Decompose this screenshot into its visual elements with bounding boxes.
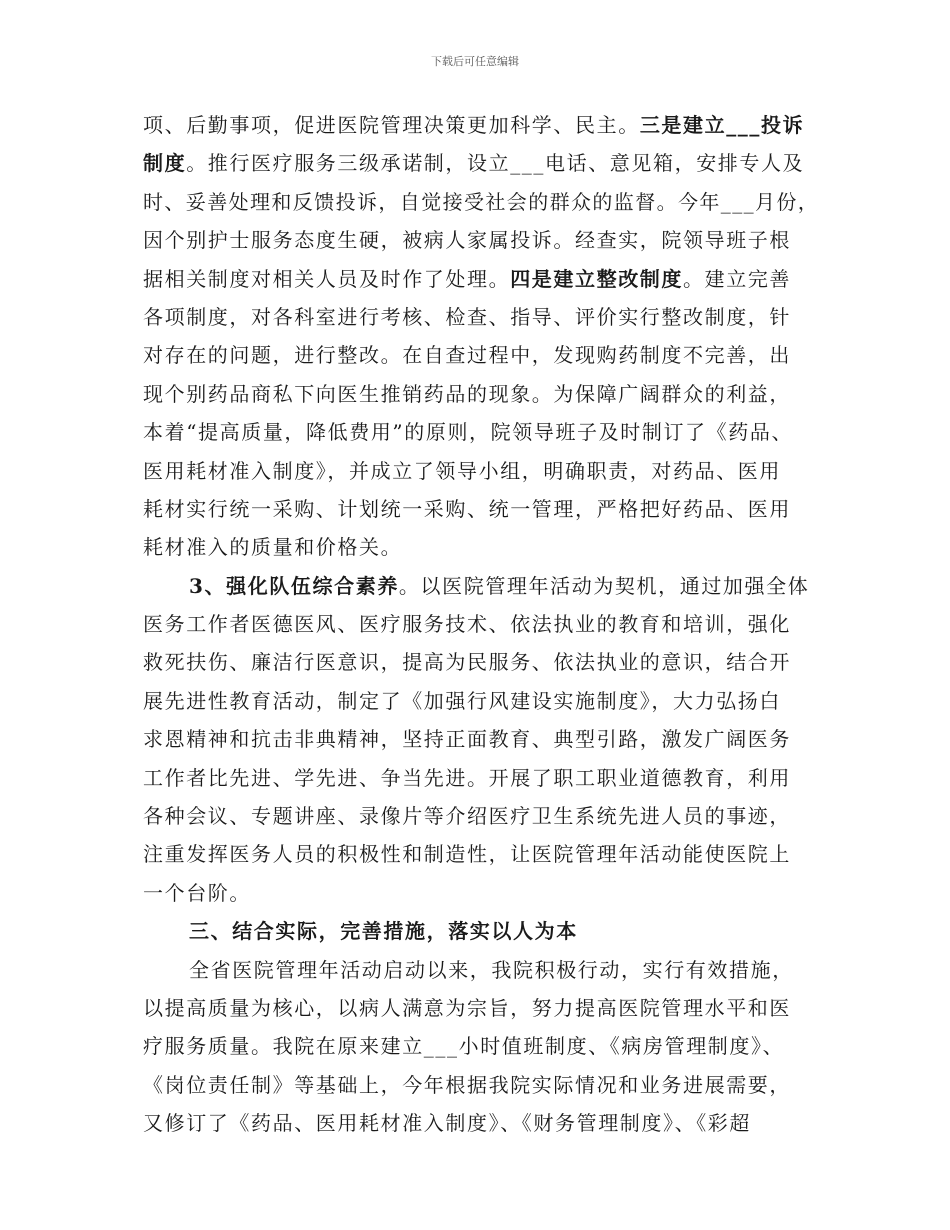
section-heading — [143, 912, 823, 950]
text-line — [143, 452, 823, 490]
bold-text-run: 三是建立___投诉 — [639, 113, 805, 137]
text-line — [143, 682, 823, 720]
text-run: 一个台阶。 — [143, 880, 251, 905]
text-line — [143, 989, 823, 1027]
text-run: 本着“提高质量，降低费用”的原则，院领导班子及时制订了《药品、 — [143, 420, 794, 445]
text-run: 现个别药品商私下向医生推销药品的现象。为保障广阔群众的利益， — [143, 381, 791, 406]
text-line — [143, 260, 823, 298]
text-run: 医务工作者医德医风、医疗服务技术、依法执业的教育和培训，强化 — [143, 612, 791, 637]
text-line — [143, 759, 823, 797]
text-line — [143, 720, 823, 758]
text-run: 展先进性教育活动，制定了《加强行风建设实施制度》，大力弘扬白 — [143, 688, 781, 713]
text-line — [143, 375, 823, 413]
text-line — [143, 144, 823, 182]
text-line — [143, 490, 823, 528]
text-line — [143, 643, 823, 681]
text-line — [143, 951, 823, 989]
bold-text-run: 3、强化队伍综合素养 — [189, 573, 399, 598]
text-line — [143, 183, 823, 221]
text-run: 求恩精神和抗击非典精神，坚持正面教育、典型引路，激发广阔医务 — [143, 727, 791, 752]
document-body — [143, 106, 823, 1143]
text-run: 疗服务质量。我院在原来建立___小时值班制度、《病房管理制度》、 — [143, 1034, 785, 1059]
text-run: 对存在的问题，进行整改。在自查过程中，发现购药制度不完善，出 — [143, 343, 791, 368]
text-line — [143, 1066, 823, 1104]
text-run: 各种会议、专题讲座、录像片等介绍医疗卫生系统先进人员的事迹， — [143, 804, 791, 829]
bold-text-run: 四是建立整改制度 — [510, 266, 684, 291]
text-line — [143, 336, 823, 374]
text-run: 救死扶伤、廉洁行医意识，提高为民服务、依法执业的意识，结合开 — [143, 650, 791, 675]
text-line — [143, 1027, 823, 1065]
text-run: 耗材实行统一采购、计划统一采购、统一管理，严格把好药品、医用 — [143, 496, 791, 521]
text-line — [143, 835, 823, 873]
text-run: 又修订了《药品、医用耗材准入制度》、《财务管理制度》、《彩超 — [143, 1111, 751, 1136]
text-run: 全省医院管理年活动启动以来，我院积极行动，实行有效措施， — [189, 957, 794, 982]
text-run: 项、后勤事项，促进医院管理决策更加科学、民主。 — [143, 113, 640, 137]
text-line — [143, 528, 823, 566]
text-run: 《岗位责任制》等基础上，今年根据我院实际情况和业务进展需要， — [143, 1072, 791, 1097]
text-run: 各项制度，对各科室进行考核、检查、指导、评价实行整改制度，针 — [143, 304, 791, 329]
text-line — [143, 797, 823, 835]
page-header-note: 下载后可任意编辑 — [431, 55, 519, 68]
text-line — [143, 298, 823, 336]
text-line — [143, 874, 823, 912]
text-run: 据相关制度对相关人员及时作了处理。 — [143, 266, 511, 291]
text-run: 耗材准入的质量和价格关。 — [143, 535, 403, 560]
text-line — [143, 605, 823, 643]
text-run: 因个别护士服务态度生硬，被病人家属投诉。经查实，院领导班子根 — [143, 228, 791, 253]
text-run: 。以医院管理年活动为契机，通过加强全体 — [398, 573, 810, 598]
text-run: 。建立完善 — [683, 266, 792, 291]
bold-text-run: 制度 — [143, 151, 187, 176]
text-run: 。推行医疗服务三级承诺制，设立___电话、意见箱，安排专人及 — [186, 151, 805, 176]
text-line — [143, 106, 823, 144]
text-run: 工作者比先进、学先进、争当先进。开展了职工职业道德教育，利用 — [143, 765, 791, 790]
text-line — [143, 221, 823, 259]
text-line — [143, 567, 823, 605]
text-run: 注重发挥医务人员的积极性和制造性，让医院管理年活动能使医院上 — [143, 842, 791, 867]
text-run: 时、妥善处理和反馈投诉，自觉接受社会的群众的监督。今年___月份， — [143, 189, 820, 214]
text-line — [143, 413, 823, 451]
text-run: 医用耗材准入制度》，并成立了领导小组，明确职责，对药品、医用 — [143, 458, 781, 483]
text-run: 以提高质量为核心，以病人满意为宗旨，努力提高医院管理水平和医 — [143, 995, 791, 1020]
text-line — [143, 1104, 823, 1142]
bold-text-run: 三、结合实际，完善措施，落实以人为本 — [189, 919, 578, 944]
